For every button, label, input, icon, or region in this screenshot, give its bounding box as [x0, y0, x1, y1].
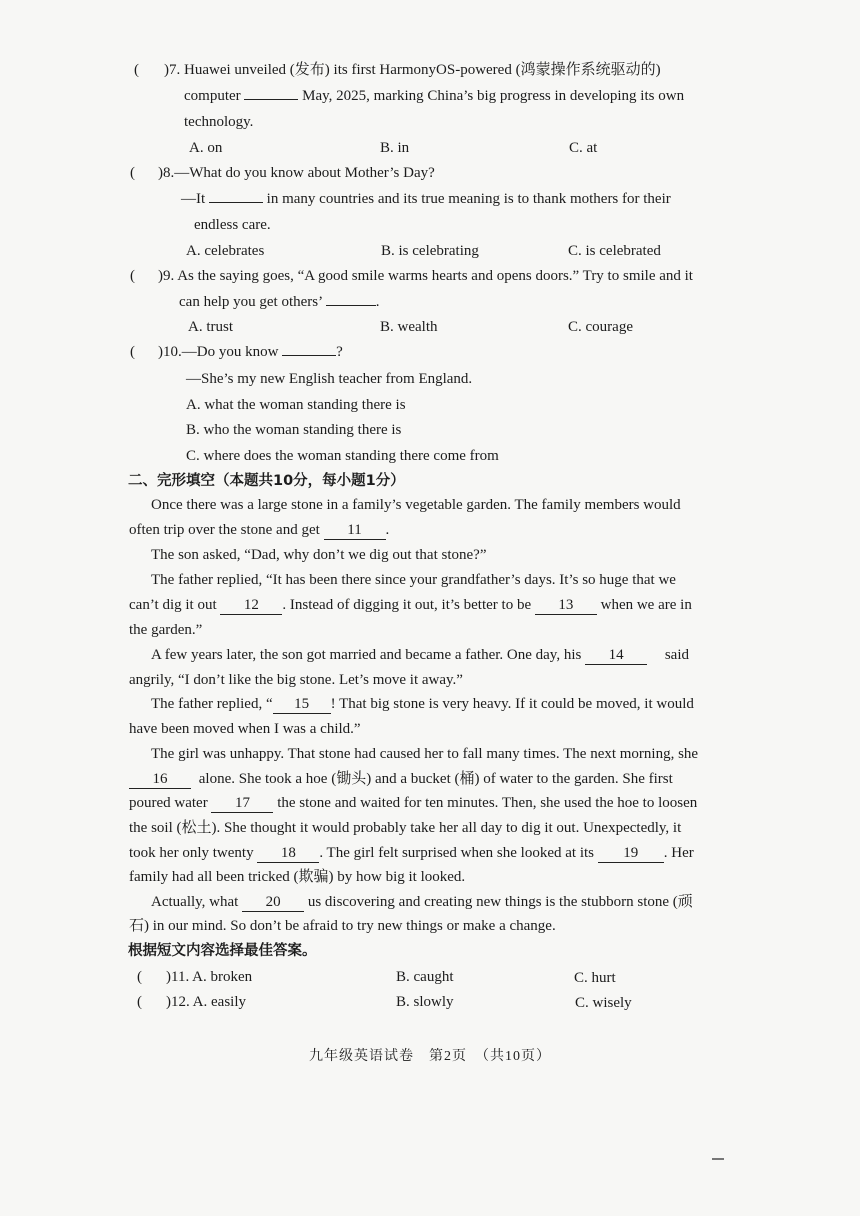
cloze-blank-20[interactable]: 20 — [242, 894, 304, 912]
q8-text-a: —It — [181, 191, 206, 207]
passage-text: the stone and waited for ten minutes. Then, she used the hoe to loosen — [277, 795, 698, 811]
passage-text: The father replied, “ — [151, 696, 273, 712]
q9-stem-line2 — [179, 292, 380, 312]
answer-row-11-paren: ( — [137, 969, 142, 985]
q8-paren: ( — [130, 165, 135, 181]
passage-line-16: family had all been tricked (欺骗) by how big it looked. — [129, 869, 466, 885]
instruction-text: 根据短文内容选择最佳答案。 — [128, 943, 317, 959]
answer-row-11-a[interactable]: )11. A. broken — [166, 969, 253, 985]
q9-text-b: . — [375, 294, 380, 310]
passage-line-1: Once there was a large stone in a family’s vegetable garden. The family members would — [151, 497, 681, 513]
q10-paren: ( — [130, 344, 135, 360]
q7-text-a: computer — [184, 88, 241, 104]
q7-blank[interactable] — [244, 99, 298, 100]
passage-text: . Instead of digging it out, it’s better to be — [282, 597, 532, 613]
answer-row-12-paren: ( — [137, 994, 142, 1010]
passage-text: often trip over the stone and get — [129, 522, 320, 538]
answer-row-12-b[interactable]: B. slowly — [396, 994, 454, 1010]
q10-stem-line1 — [158, 342, 343, 362]
q8-option-a[interactable]: A. celebrates — [186, 243, 265, 259]
q7-text-b: May, 2025, marking China’s big progress in developing its own — [302, 88, 685, 104]
passage-text: said — [664, 647, 690, 663]
passage-text: A few years later, the son got married and became a father. One day, his — [151, 647, 582, 663]
passage-line-10: have been moved when I was a child.” — [129, 721, 361, 737]
page-footer: 九年级英语试卷 第2页 （共10页） — [309, 1049, 551, 1064]
passage-line-14: the soil (松土). She thought it would probably take her all day to dig it out. Unexpectedly, it — [129, 820, 682, 836]
passage-line-17 — [151, 892, 693, 912]
cloze-blank-15[interactable]: 15 — [273, 696, 331, 714]
passage-line-12 — [129, 769, 673, 789]
answer-row-12-a[interactable]: )12. A. easily — [166, 994, 246, 1010]
cloze-blank-11[interactable]: 11 — [324, 522, 386, 540]
passage-text: . The girl felt surprised when she looked at its — [319, 845, 594, 861]
cloze-blank-12[interactable]: 12 — [220, 597, 282, 615]
q8-number: )8. — [158, 165, 175, 181]
passage-line-15 — [129, 843, 694, 863]
passage-line-5 — [129, 595, 692, 615]
passage-line-3: The son asked, “Dad, why don’t we dig out that stone?” — [151, 547, 487, 563]
q7-number: )7. — [164, 62, 181, 78]
q10-number: )10. — [158, 344, 182, 360]
q7-stem-line3: technology. — [184, 114, 254, 130]
q7-stem-line1 — [164, 60, 661, 80]
q10-text-a: —Do you know — [181, 344, 279, 360]
q7-paren: ( — [134, 62, 139, 78]
passage-line-18: 石) in our mind. So don’t be afraid to try new things or make a change. — [129, 918, 556, 934]
q8-option-c[interactable]: C. is celebrated — [568, 243, 661, 259]
q9-text: As the saying goes, “A good smile warms hearts and opens doors.” Try to smile and it — [177, 268, 693, 284]
passage-line-9 — [151, 694, 694, 714]
passage-text: ! That big stone is very heavy. If it could be moved, it would — [330, 696, 694, 712]
q8-stem-line1 — [158, 163, 435, 183]
passage-text: when we are in — [600, 597, 692, 613]
cloze-blank-14[interactable]: 14 — [585, 647, 647, 665]
passage-text: Actually, what — [151, 894, 239, 910]
passage-text: us discovering and creating new things is the stubborn stone (顽 — [307, 894, 693, 910]
cloze-blank-19[interactable]: 19 — [598, 845, 664, 863]
passage-line-4: The father replied, “It has been there since your grandfather’s days. It’s so huge that we — [151, 572, 676, 588]
passage-text: alone. She took a hoe (锄头) and a bucket (桶) of water to the garden. She first — [198, 771, 673, 787]
passage-line-2 — [129, 520, 389, 540]
passage-line-13 — [129, 793, 697, 813]
answer-row-12-c[interactable]: C. wisely — [575, 995, 632, 1011]
passage-text: . Her — [663, 845, 694, 861]
q9-blank[interactable] — [326, 305, 376, 306]
q10-text-b: ? — [336, 344, 343, 360]
q9-paren: ( — [130, 268, 135, 284]
q10-option-b[interactable]: B. who the woman standing there is — [186, 422, 402, 438]
passage-text: poured water — [129, 795, 208, 811]
q10-stem-line2: —She’s my new English teacher from England. — [186, 371, 473, 387]
q10-blank[interactable] — [282, 355, 336, 356]
q10-option-c[interactable]: C. where does the woman standing there come from — [186, 448, 499, 464]
passage-text: can’t dig it out — [129, 597, 217, 613]
passage-text: . — [385, 522, 390, 538]
section2-heading: 二、完形填空（本题共10分，每小题1分） — [128, 473, 405, 489]
q8-text-b: in many countries and its true meaning is to thank mothers for their — [266, 191, 671, 207]
cloze-blank-18[interactable]: 18 — [257, 845, 319, 863]
q8-blank[interactable] — [209, 202, 263, 203]
cloze-blank-13[interactable]: 13 — [535, 597, 597, 615]
q9-text-a: can help you get others’ — [179, 294, 323, 310]
q9-option-c[interactable]: C. courage — [568, 319, 633, 335]
passage-line-11: The girl was unhappy. That stone had caused her to fall many times. The next morning, she — [151, 746, 699, 762]
passage-line-8: angrily, “I don’t like the big stone. Let’s move it away.” — [129, 672, 463, 688]
scan-mark — [712, 1158, 724, 1160]
q9-option-b[interactable]: B. wealth — [380, 319, 438, 335]
cloze-blank-16[interactable]: 16 — [129, 771, 191, 789]
q7-stem-line2 — [184, 86, 684, 106]
q8-stem-line3: endless care. — [194, 217, 271, 233]
cloze-blank-17[interactable]: 17 — [211, 795, 273, 813]
q7-option-a[interactable]: A. on — [189, 140, 223, 156]
q7-option-b[interactable]: B. in — [380, 140, 410, 156]
passage-line-7 — [151, 645, 689, 665]
answer-row-11-c[interactable]: C. hurt — [574, 970, 616, 986]
q7-text: Huawei unveiled (发布) its first HarmonyOS-powered (鸿蒙操作系统驱动的) — [184, 62, 661, 78]
q8-stem-line2 — [181, 189, 671, 209]
q7-option-c[interactable]: C. at — [569, 140, 598, 156]
q10-option-a[interactable]: A. what the woman standing there is — [186, 397, 406, 413]
q9-stem-line1 — [158, 266, 693, 286]
answer-row-11-b[interactable]: B. caught — [396, 969, 454, 985]
passage-text: took her only twenty — [129, 845, 254, 861]
q9-number: )9. — [158, 268, 175, 284]
q9-option-a[interactable]: A. trust — [188, 319, 233, 335]
passage-line-6: the garden.” — [129, 622, 203, 638]
q8-option-b[interactable]: B. is celebrating — [381, 243, 479, 259]
q8-text: —What do you know about Mother’s Day? — [174, 165, 435, 181]
